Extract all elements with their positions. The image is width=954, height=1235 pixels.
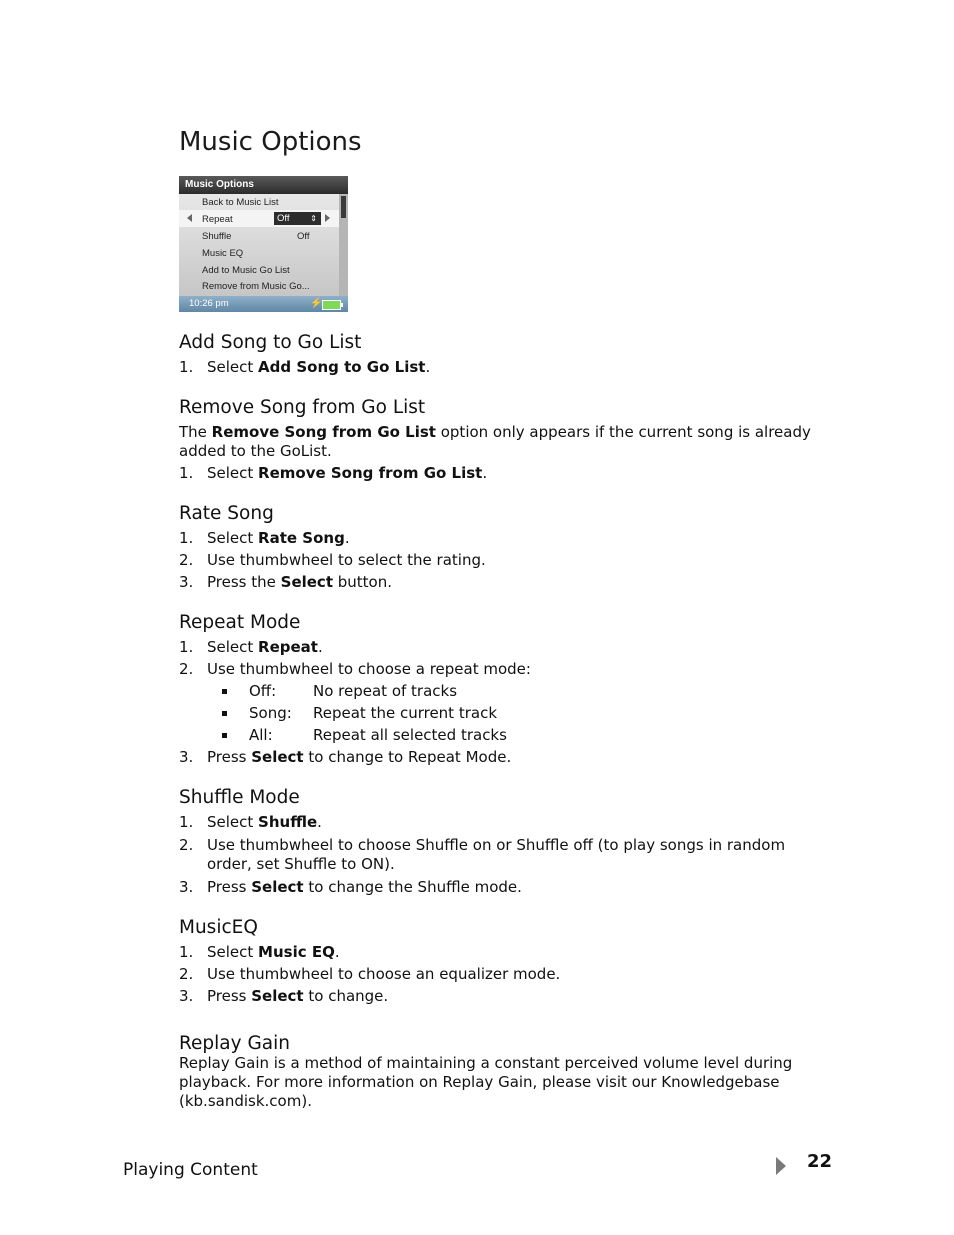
charging-bolt-icon: ⚡ xyxy=(310,298,323,309)
heading-rate-song: Rate Song xyxy=(179,503,274,524)
next-page-arrow-icon[interactable] xyxy=(776,1157,786,1175)
bullet-square-icon xyxy=(222,689,227,694)
heading-shuffle-mode: Shuffle Mode xyxy=(179,787,300,808)
right-arrow-icon xyxy=(325,214,330,222)
device-item-back: Back to Music List xyxy=(202,197,279,208)
battery-icon xyxy=(322,300,341,310)
device-repeat-value: Off ⇕ xyxy=(274,212,321,225)
device-header: Music Options xyxy=(179,176,348,194)
device-status-bar: 10:26 pm xyxy=(179,296,348,312)
device-item-music-eq: Music EQ xyxy=(202,248,244,259)
device-item-repeat: Repeat xyxy=(202,214,233,225)
page-number: 22 xyxy=(807,1151,833,1172)
heading-remove-song: Remove Song from Go List xyxy=(179,397,426,418)
heading-repeat-mode: Repeat Mode xyxy=(179,612,301,633)
footer-section-title: Playing Content xyxy=(123,1160,258,1180)
device-item-add-go-list: Add to Music Go List xyxy=(202,265,290,276)
device-item-shuffle: Shuffle xyxy=(202,231,232,242)
device-item-remove-go-list: Remove from Music Go... xyxy=(202,281,310,292)
page-title: Music Options xyxy=(179,127,362,157)
device-scroll-thumb xyxy=(341,196,346,218)
heading-music-eq: MusicEQ xyxy=(179,917,258,938)
bullet-square-icon xyxy=(222,711,227,716)
heading-replay-gain: Replay Gain xyxy=(179,1033,290,1054)
device-shuffle-value: Off xyxy=(297,231,310,242)
left-arrow-icon xyxy=(187,214,192,222)
device-screenshot xyxy=(179,176,348,312)
remove-paragraph: The Remove Song from Go List option only appears if the current song is already added to the GoList. xyxy=(179,423,811,460)
bullet-square-icon xyxy=(222,733,227,738)
heading-add-song: Add Song to Go List xyxy=(179,332,362,353)
replay-paragraph: Replay Gain is a method of maintaining a constant perceived volume level during playback. For more information on Replay Gain, please visit our Knowledgebase (kb.sandisk.com). xyxy=(179,1054,793,1110)
